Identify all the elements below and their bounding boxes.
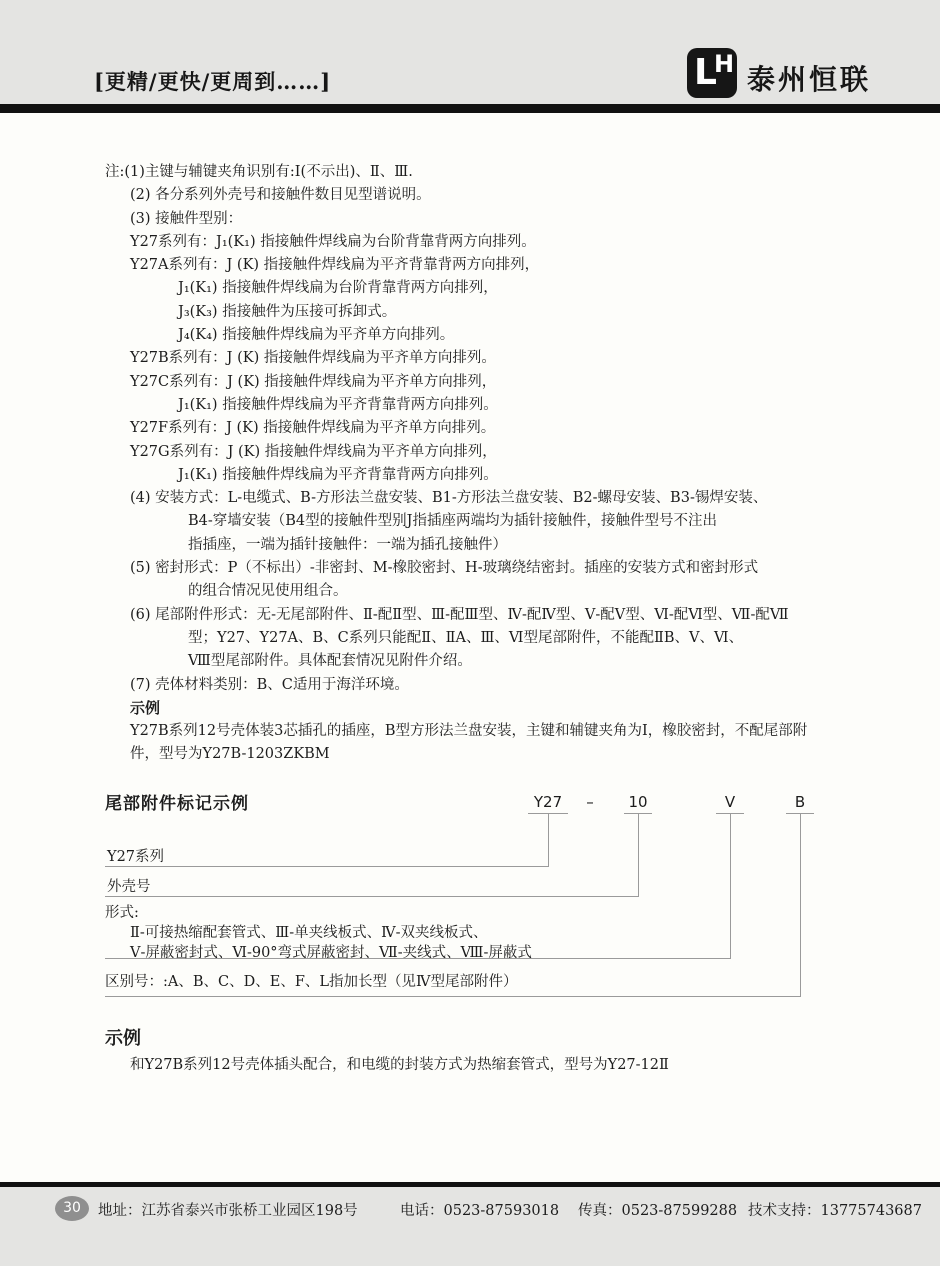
code-part-series: Y27: [528, 792, 568, 814]
label-shell-number: 外壳号: [107, 879, 151, 895]
note-line: Y27C系列有：J (K) 指接触件焊线扁为平齐单方向排列，: [130, 373, 497, 390]
footer-fax: 传真：0523-87599288: [578, 1203, 738, 1219]
connector-line-series: [548, 814, 549, 867]
note-line: 注:(1)主键与辅键夹角识别有:I(不示出)、Ⅱ、Ⅲ.: [105, 164, 413, 180]
note-line: J₁(K₁) 指接触件焊线扁为平齐背靠背两方向排列。: [178, 396, 498, 413]
label-distinguisher: 区别号：:A、B、C、D、E、F、L指加长型（见Ⅳ型尾部附件）: [105, 974, 518, 990]
rule-series: [105, 866, 549, 867]
note-line: Y27系列有：J₁(K₁) 指接触件焊线扁为台阶背靠背两方向排列。: [130, 233, 536, 250]
code-part-shell-number: 10: [624, 792, 652, 814]
page-header: [0, 0, 940, 104]
connector-line-shell: [638, 814, 639, 897]
footer-phone: 电话：0523-87593018: [400, 1203, 560, 1219]
note-line: Ⅷ型尾部附件。具体配套情况见附件介绍。: [188, 653, 472, 670]
note-line: 型；Y27、Y27A、B、C系列只能配Ⅱ、ⅡA、Ⅲ、Ⅵ型尾部附件，不能配ⅡB、Ⅴ、Ⅵ、: [188, 629, 744, 646]
footer-tech-support: 技术支持：13775743687: [748, 1203, 922, 1219]
notes-block: [105, 161, 865, 767]
note-line: (5) 密封形式：P（不标出）-非密封、M-橡胶密封、H-玻璃绕结密封。插座的安装方式和密封形式: [130, 560, 759, 577]
footer-address: 地址：江苏省泰兴市张桥工业园区198号: [98, 1203, 358, 1219]
code-part-form: V: [716, 792, 744, 814]
note-line: (7) 壳体材料类别：B、C适用于海洋环境。: [130, 676, 409, 693]
company-logo-icon: [687, 48, 737, 98]
label-form: 形式:: [105, 905, 139, 921]
rule-distinguisher: [105, 996, 801, 997]
rule-shell: [105, 896, 639, 897]
logo-letter-l: L: [694, 52, 717, 93]
note-line: (2) 各分系列外壳号和接触件数目见型谱说明。: [130, 187, 431, 204]
example-subheading: 示例: [130, 698, 161, 717]
note-line: (4) 安装方式：L-电缆式、B-方形法兰盘安装、B1-方形法兰盘安装、B2-螺母安装、B3-锡焊安装、: [130, 490, 768, 507]
note-line: Y27A系列有：J (K) 指接触件焊线扁为平齐背靠背两方向排列，: [130, 257, 540, 274]
header-divider-bar: [0, 104, 940, 113]
company-name: 泰州恒联: [747, 63, 872, 96]
page-footer: [0, 1187, 940, 1266]
note-line: 的组合情况见使用组合。: [188, 583, 348, 600]
page-number-badge: 30: [55, 1196, 89, 1221]
example-heading: 示例: [105, 1028, 141, 1049]
label-form-options-1: Ⅱ-可接热缩配套管式、Ⅲ-单夹线板式、Ⅳ-双夹线板式、: [130, 925, 488, 941]
note-line: J₁(K₁) 指接触件焊线扁为平齐背靠背两方向排列。: [178, 466, 498, 483]
note-line: J₃(K₃) 指接触件为压接可拆卸式。: [178, 303, 397, 320]
note-line: (3) 接触件型别：: [130, 210, 243, 227]
logo-letter-h: H: [714, 50, 735, 78]
header-tagline: [更精/更快/更周到……]: [94, 69, 332, 94]
note-line: Y27F系列有：J (K) 指接触件焊线扁为平齐单方向排列。: [130, 420, 496, 437]
note-line: 指插座，一端为插针接触件：一端为插孔接触件）: [188, 536, 507, 553]
note-line: 件，型号为Y27B-1203ZKBM: [130, 746, 330, 763]
note-line: (6) 尾部附件形式：无-无尾部附件、Ⅱ-配Ⅱ型、Ⅲ-配Ⅲ型、Ⅳ-配Ⅳ型、Ⅴ-配Ⅴ型、Ⅵ-配Ⅵ型、Ⅶ-配Ⅶ: [130, 606, 789, 623]
note-line: J₁(K₁) 指接触件焊线扁为台阶背靠背两方向排列，: [178, 280, 498, 297]
connector-line-form: [730, 814, 731, 959]
note-line: B4-穿墙安装（B4型的接触件型别J指插座两端均为插针接触件，接触件型号不注出: [188, 513, 717, 530]
note-line: Y27B系列有：J (K) 指接触件焊线扁为平齐单方向排列。: [130, 350, 496, 367]
example-text: 和Y27B系列12号壳体插头配合，和电缆的封装方式为热缩套管式，型号为Y27-12Ⅱ: [130, 1057, 669, 1073]
code-part-dash: –: [586, 793, 594, 811]
note-line: Y27G系列有：J (K) 指接触件焊线扁为平齐单方向排列，: [130, 443, 497, 460]
note-line: Y27B系列12号壳体装3芯插孔的插座，B型方形法兰盘安装，主键和辅键夹角为I，橡胶密封，不配尾部附: [130, 723, 808, 740]
code-part-distinguisher: B: [786, 792, 814, 814]
label-series: Y27系列: [107, 849, 165, 865]
marking-section-title: 尾部附件标记示例: [105, 794, 249, 814]
label-form-options-2: Ⅴ-屏蔽密封式、Ⅵ-90°弯式屏蔽密封、Ⅶ-夹线式、Ⅷ-屏蔽式: [130, 945, 532, 961]
connector-line-distinguisher: [800, 814, 801, 997]
note-line: J₄(K₄) 指接触件焊线扁为平齐单方向排列。: [178, 327, 455, 344]
